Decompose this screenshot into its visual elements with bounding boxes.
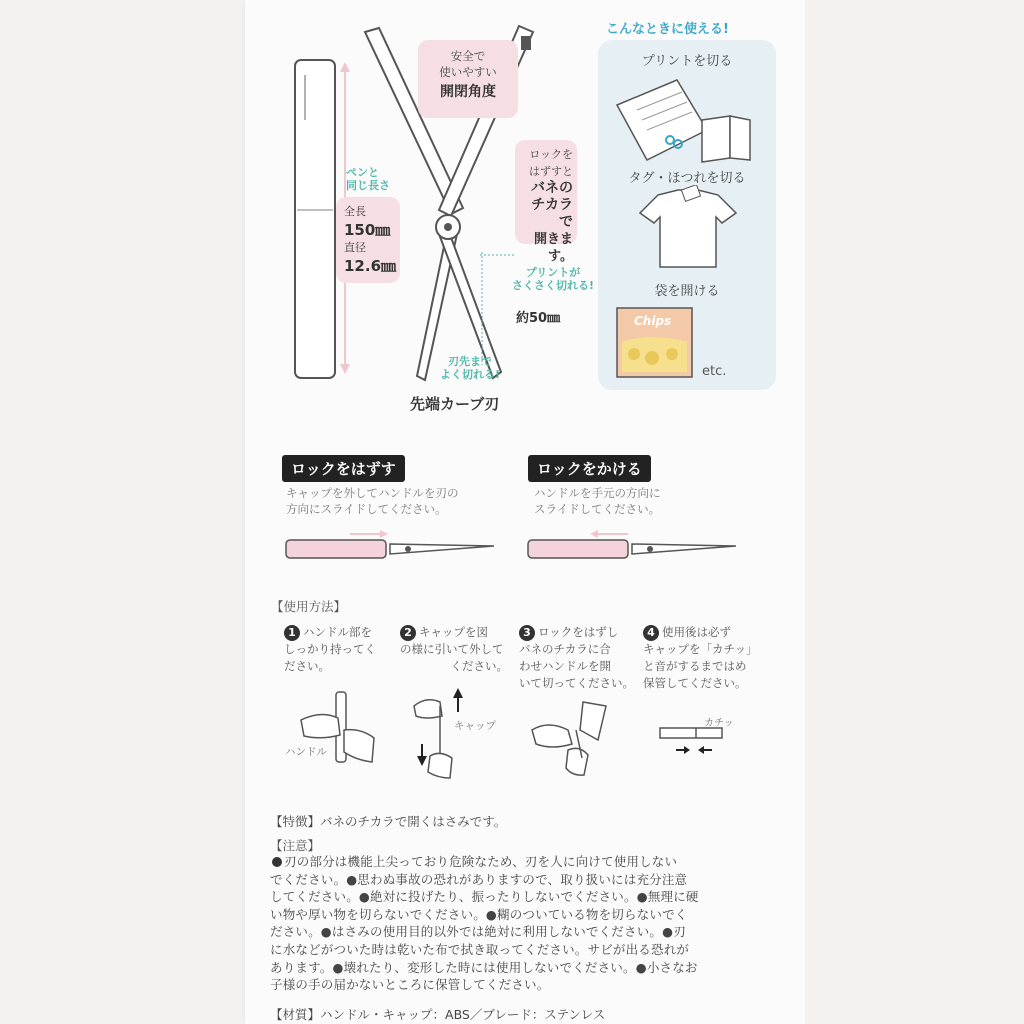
step-2-number: 2 (400, 625, 416, 641)
tshirt-illustration (628, 185, 748, 275)
step-2-illustration (410, 686, 470, 786)
usage-panel (598, 40, 776, 390)
spring-note-1: ロックを (529, 148, 573, 161)
print-illustration (612, 70, 762, 170)
unlock-desc-line2: 方向にスライドしてください。 (286, 502, 447, 516)
step-4-number: 4 (643, 625, 659, 641)
lock-illustration (524, 528, 744, 564)
spring-note-2: はずすと (529, 165, 573, 178)
usage-title: こんなときに使える! (606, 22, 729, 37)
label-handle: ハンドル (285, 746, 327, 758)
lock-desc-line1: ハンドルを手元の方向に (534, 486, 661, 500)
usage-etc: etc. (702, 364, 727, 379)
curve-blade-label: 先端カーブ刃 (410, 395, 500, 413)
label-cap: キャップ (454, 720, 496, 732)
features (270, 812, 506, 830)
howto-heading: 【使用方法】 (271, 599, 347, 614)
diameter-label: 直径 (344, 241, 366, 254)
features-heading: 【特徴】 (270, 814, 321, 829)
tip-note-line2: よく切れる! (440, 368, 501, 381)
spring-note-5: 開きます。 (533, 232, 573, 264)
materials-text: ハンドル・キャップ：ABS／ブレード：ステンレス (320, 1007, 606, 1022)
materials (270, 1005, 605, 1023)
bubble-angle: 開閉角度 (440, 84, 496, 100)
cautions-heading: 【注意】 (270, 838, 321, 853)
step-3-illustration (528, 700, 618, 780)
unlock-desc-line1: キャップを外してハンドルを刃の (286, 486, 459, 500)
bubble-safe-line2: 使いやすい (439, 65, 497, 79)
unlock-tag: ロックをはずす (282, 455, 405, 482)
step-2: 2 キャップを図 の様に引いて外して ください。 (400, 625, 508, 673)
blade-length: 約50㎜ (516, 311, 561, 326)
spring-note-4: チカラで (531, 197, 573, 230)
materials-heading: 【材質】 (270, 1007, 321, 1022)
step-4: 4 使用後は必ず キャップを「カチッ」 と音がするまではめ 保管してください。 (643, 625, 758, 690)
print-note-line2: さくさく切れる! (512, 279, 595, 292)
usage-item-bag: 袋を開ける (654, 284, 720, 299)
features-text: バネのチカラで開くはさみです。 (320, 814, 507, 829)
unlock-illustration (282, 528, 502, 564)
lock-tag: ロックをかける (528, 455, 651, 482)
print-note-line1: プリントが (525, 266, 581, 279)
spring-note-3: バネの (531, 180, 573, 196)
cautions-text: 刃の部分は機能上尖っており危険なため、刃を人に向けて使用しない でください。●思わぬ事故の恐れがありますので、取り扱いには充分注意 してください。●絶対に投げたり、振ったりしないでください。●無理に硬 い物や厚い物を切らないでください。●糊のついている物を切らないでく ださい。●はさみの使用目的以外では絶対に利用しないでください。●刃 に水などがついた時は乾いた布で拭き取ってください。サビが出る恐れが あります。●壊れたり、変形した時には使用しないでください。●小さなお 子様の手の届かないところに保管してください。 (270, 854, 699, 993)
label-click: カチッ (704, 718, 734, 729)
diameter-value: 12.6㎜ (344, 257, 397, 275)
step-3: 3 ロックをはずし バネのチカラに合 わせハンドルを開 いて切ってください。 (519, 625, 634, 690)
step-3-number: 3 (519, 625, 535, 641)
bullet-icon (272, 857, 282, 867)
length-label: 全長 (344, 205, 366, 218)
step-1-illustration (296, 690, 386, 780)
closed-scissors-illustration (295, 60, 335, 378)
lock-desc-line2: スライドしてください。 (534, 502, 661, 516)
tip-note-line1: 刃先まで (448, 355, 493, 368)
chips-label: Chips (634, 314, 672, 328)
step-1: 1 ハンドル部を しっかり持ってく ださい。 (284, 625, 376, 673)
usage-item-tag: タグ・ほつれを切る (628, 171, 746, 186)
usage-item-print: プリントを切る (641, 54, 733, 69)
length-value: 150㎜ (344, 221, 391, 239)
pen-note-line1: ペンと (346, 166, 379, 179)
pen-note-line2: 同じ長さ (346, 179, 390, 192)
bubble-safe-line1: 安全で (450, 49, 486, 63)
step-1-number: 1 (284, 625, 300, 641)
